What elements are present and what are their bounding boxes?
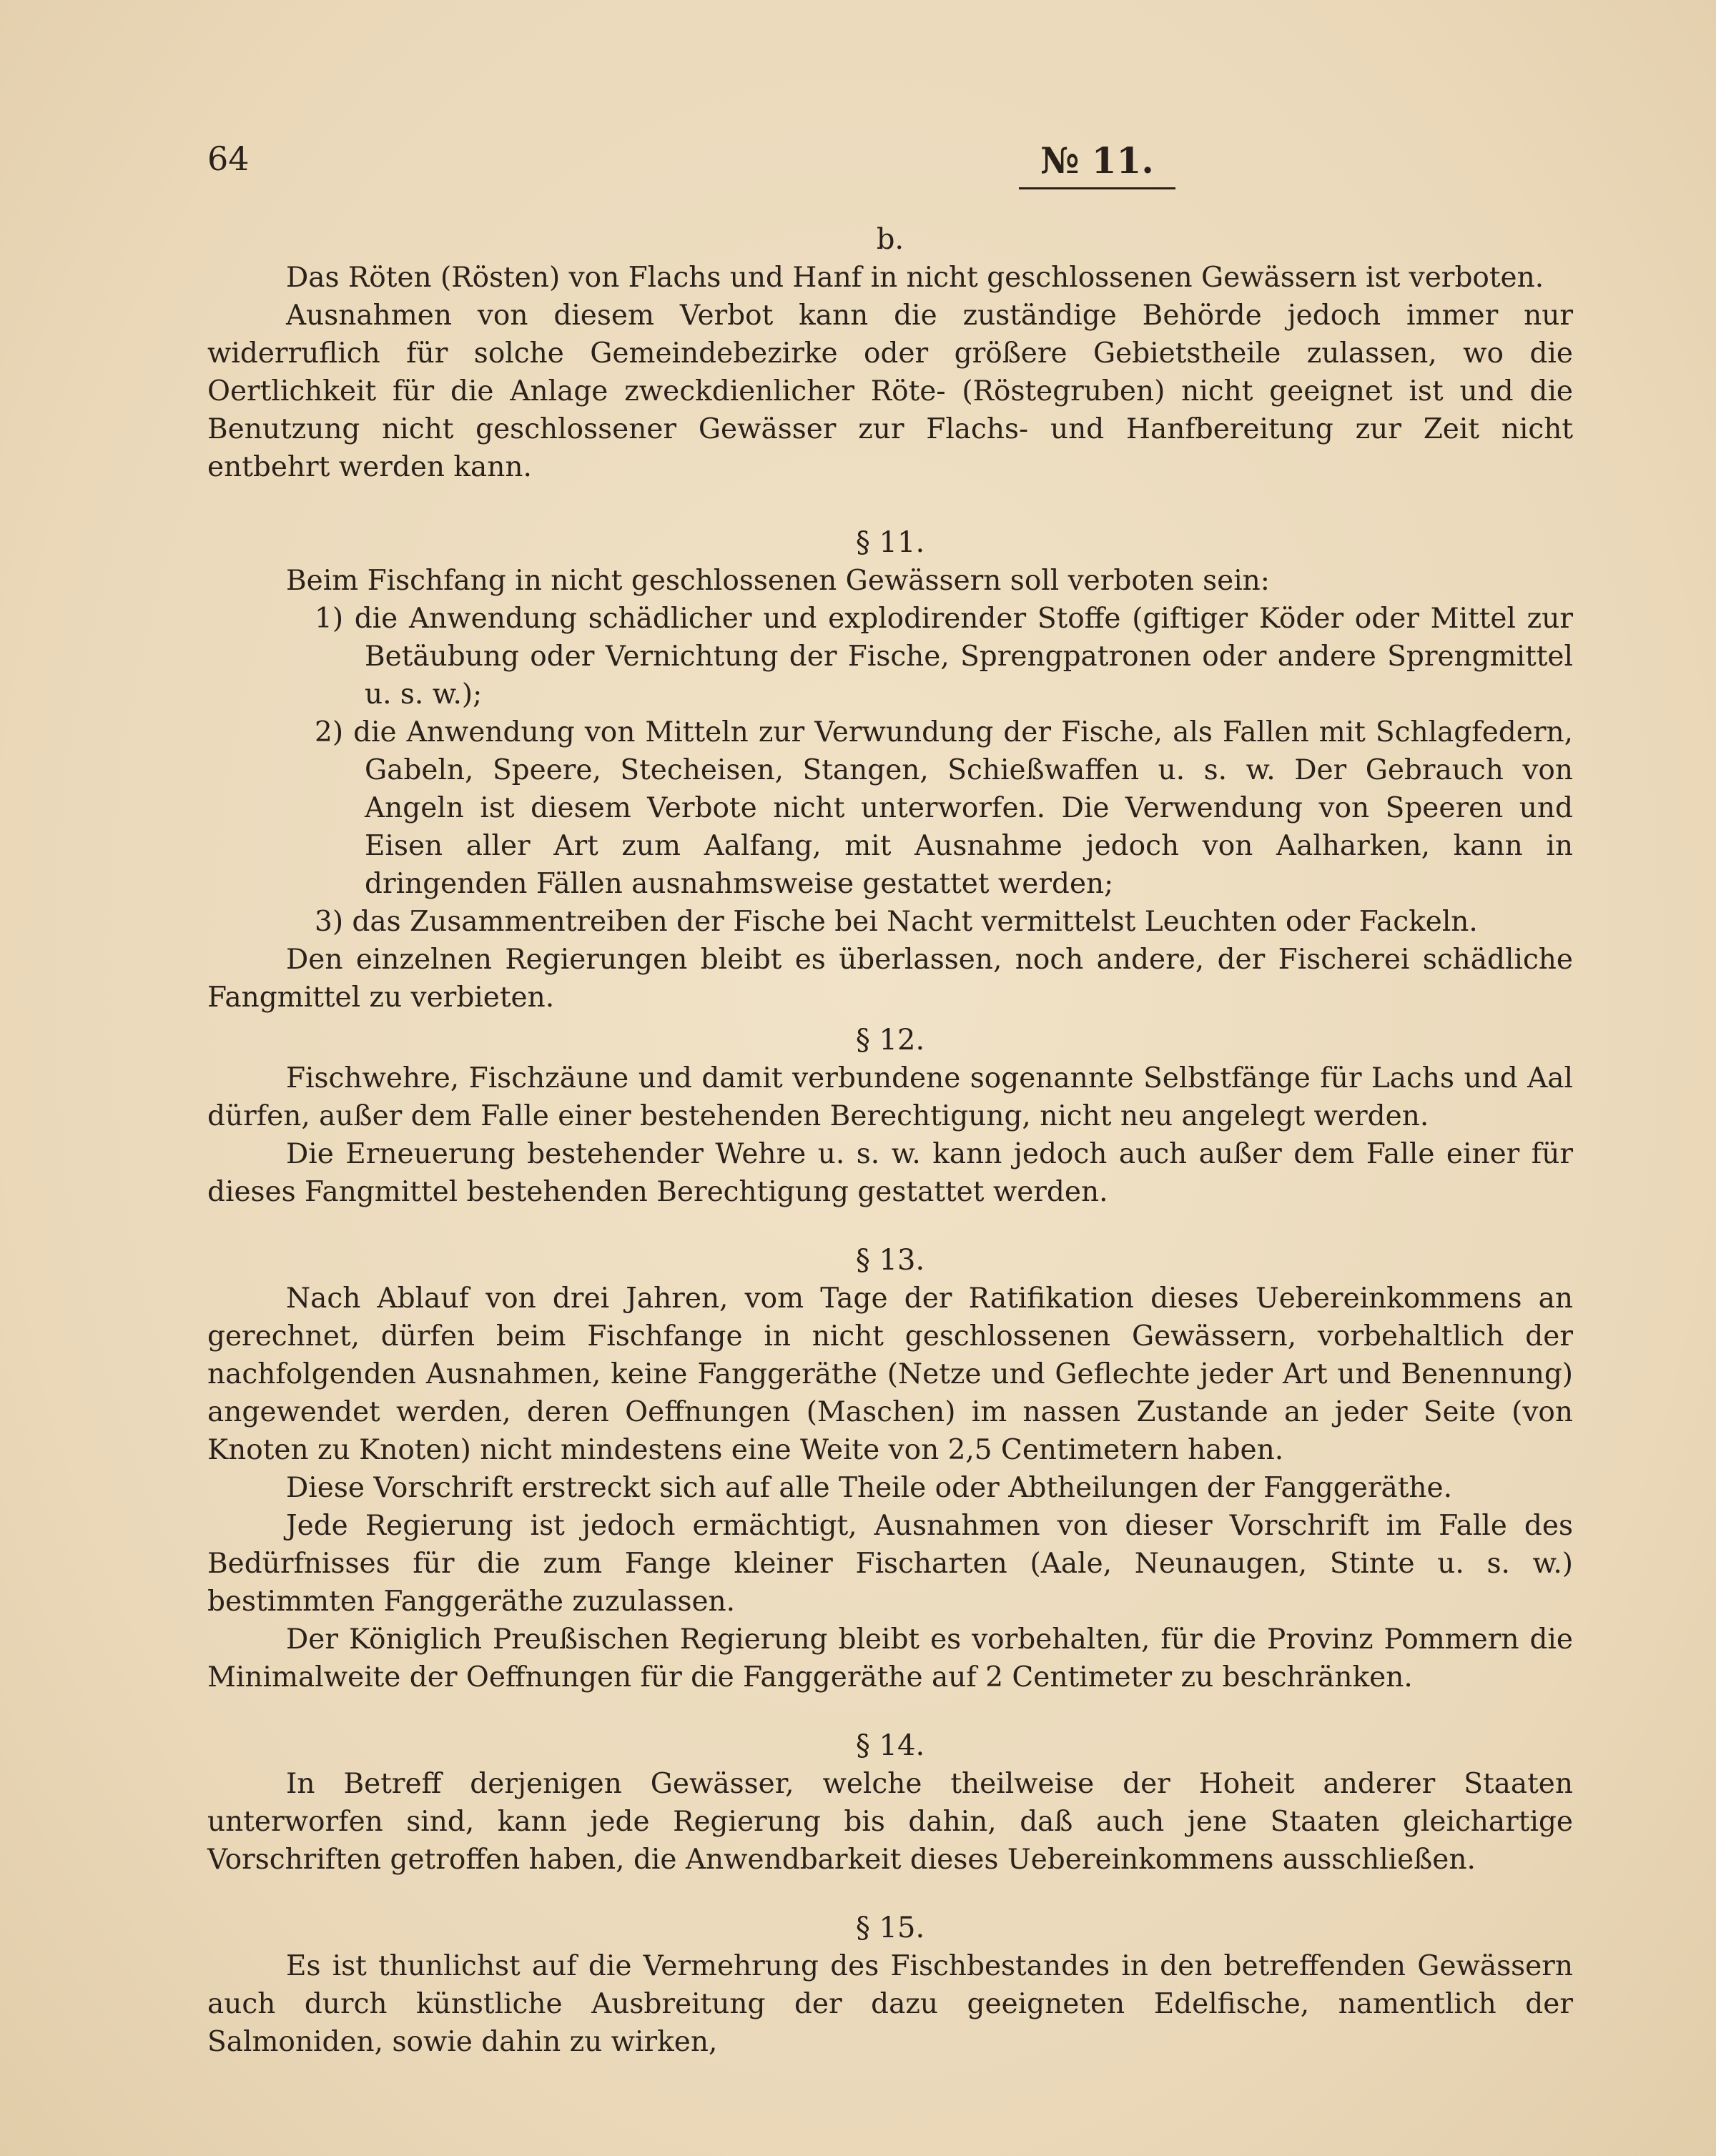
section-11-closing: Den einzelnen Regierungen bleibt es überlassen, noch andere, der Fischerei schädliche Fangmittel zu verbieten. [207, 944, 1573, 1014]
section-13-paragraph: Jede Regierung ist jedoch ermächtigt, Ausnahmen von dieser Vorschrift im Falle des Bedürfnisses für die zum Fange kleiner Fischarten (Aale, Neunaugen, Stinte u. s. w.) bestimmten Fanggeräthe zuzulassen. [207, 1510, 1573, 1618]
document-body [207, 220, 1573, 2061]
section-12-paragraph: Die Erneuerung bestehender Wehre u. s. w. kann jedoch auch außer dem Falle einer für dieses Fangmittel bestehenden Berechtigung gestattet werden. [207, 1138, 1573, 1208]
section-13-paragraph: Der Königlich Preußischen Regierung bleibt es vorbehalten, für die Provinz Pommern die Minimalweite der Oeffnungen für die Fanggeräthe auf 2 Centimeter zu beschränken. [207, 1623, 1573, 1693]
section-11-intro: Beim Fischfang in nicht geschlossenen Gewässern soll verboten sein: [286, 565, 1270, 597]
section-12-heading: § 12. [855, 1024, 925, 1057]
section-14-heading: § 14. [855, 1729, 925, 1762]
section-13-heading: § 13. [855, 1244, 925, 1277]
section-15-paragraph: Es ist thunlichst auf die Vermehrung des Fischbestandes in den betreffenden Gewässern auch durch künstliche Ausbreitung der dazu geeigneten Edelfische, namentlich der Salmoniden, sowie dahin zu wirken, [207, 1950, 1573, 2058]
section-11-heading: § 11. [855, 526, 925, 559]
section-11-list-item: 1) die Anwendung schädlicher und explodirender Stoffe (giftiger Köder oder Mittel zur Betäubung oder Vernichtung der Fische, Sprengpatronen oder andere Sprengmittel u. s. w.); [315, 603, 1573, 711]
section-b-paragraph: Das Röten (Rösten) von Flachs und Hanf in nicht geschlossenen Gewässern ist verboten. [286, 262, 1544, 294]
section-13-paragraph: Nach Ablauf von drei Jahren, vom Tage der Ratifikation dieses Uebereinkommens an gerechnet, dürfen beim Fischfange in nicht geschlossenen Gewässern, vorbehaltlich der nachfolgenden Ausnahmen, keine Fanggeräthe (Netze und Geflechte jeder Art und Benennung) angewendet werden, deren Oeffnungen (Maschen) im nassen Zustande an jeder Seite (von Knoten zu Knoten) nicht mindestens eine Weite von 2,5 Centimetern haben. [207, 1282, 1573, 1466]
section-11-list-item: 2) die Anwendung von Mitteln zur Verwundung der Fische, als Fallen mit Schlagfedern, Gabeln, Speere, Stecheisen, Stangen, Schießwaffen u. s. w. Der Gebrauch von Angeln ist diesem Verbote nicht unterworfen. Die Verwendung von Speeren und Eisen aller Art zum Aalfang, mit Ausnahme jedoch von Aalharken, kann in dringenden Fällen ausnahmsweise gestattet werden; [315, 716, 1573, 900]
section-15-heading: § 15. [855, 1912, 925, 1944]
page-number: 64 [207, 139, 250, 178]
section-12-paragraph: Fischwehre, Fischzäune und damit verbundene sogenannte Selbstfänge für Lachs und Aal dürfen, außer dem Falle einer bestehenden Berechtigung, nicht neu angelegt werden. [207, 1062, 1573, 1132]
issue-number: № 11. [1019, 139, 1175, 189]
section-b-paragraph: Ausnahmen von diesem Verbot kann die zuständige Behörde jedoch immer nur widerruflich für solche Gemeindebezirke oder größere Gebietstheile zulassen, wo die Oertlichkeit für die Anlage zweckdienlicher Röte- (Röstegruben) nicht geeignet ist und die Benutzung nicht geschlossener Gewässer zur Flachs- und Hanfbereitung zur Zeit nicht entbehrt werden kann. [207, 300, 1573, 483]
section-11-list-item: 3) das Zusammentreiben der Fische bei Nacht vermittelst Leuchten oder Fackeln. [315, 906, 1478, 938]
section-13-paragraph: Diese Vorschrift erstreckt sich auf alle Theile oder Abtheilungen der Fanggeräthe. [286, 1472, 1452, 1504]
section-b-heading: b. [876, 223, 904, 256]
page-header [207, 139, 1552, 197]
section-14-paragraph: In Betreff derjenigen Gewässer, welche theilweise der Hoheit anderer Staaten unterworfen sind, kann jede Regierung bis dahin, daß auch jene Staaten gleichartige Vorschriften getroffen haben, die Anwendbarkeit dieses Uebereinkommens ausschließen. [207, 1768, 1573, 1876]
